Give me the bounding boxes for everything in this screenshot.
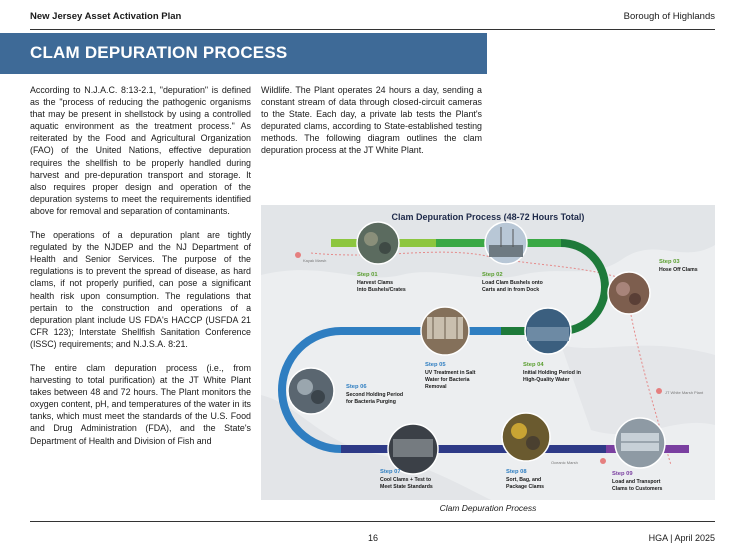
diagram-title: Clam Depuration Process (48-72 Hours Total) [391, 212, 585, 222]
step-03-text-1: Hose Off Clams [659, 267, 698, 273]
step-07-text-2: Meet State Standards [380, 484, 433, 490]
header-right: Borough of Highlands [623, 11, 715, 22]
step-09-text-1: Load and Transport [612, 479, 661, 485]
step-09-text-2: Clams to Customers [612, 486, 663, 492]
page-title: CLAM DEPURATION PROCESS [30, 43, 288, 62]
step-05-photo [421, 307, 469, 355]
step-02-photo [485, 222, 527, 264]
step-03-photo [608, 272, 650, 314]
step-01-text-1: Harvest Clams [357, 280, 394, 286]
map-label-kayak: Kayak Marsh [303, 258, 327, 263]
step-06-number: Step 06 [346, 384, 367, 390]
process-diagram [261, 205, 715, 500]
body-column-left [30, 84, 251, 459]
step-09-photo [615, 418, 665, 468]
step-01-photo [357, 222, 399, 264]
footer-rule [30, 521, 715, 522]
step-05-text-2: Water for Bacteria [425, 377, 470, 383]
paragraph-2: The operations of a depuration plant are tightly regulated by the NJDEP and the NJ Department of Health and Senior Services. The purpose of the regulations is to prevent the spread of disease, as hard clams, if not properly purified, can pose a significant health risk upon consumption. The regulations that pertain to the construction and operations of a depuration plant include US FDA's HACCP (USFDA 21 CFR 123); Interstate Shellfish Sanitation Conference (ISSC) requirements; and N.J.S.A. 8:21. [30, 230, 251, 349]
body-column-right [261, 84, 482, 169]
paragraph-1: According to N.J.A.C. 8:13-2.1, "depuration" is defined as the "process of reducing the pathogenic organisms that may be present in shellstock by using a controlled aquatic environment as the treatment process." As reiterated by the Food and Agricultural Organization (FAO) of the United Nations, effective depuration requires the shellfish to be properly handled during harvest and pre-depuration transport and storage. It also requires proper design and operation of the depuration systems to meet the requirements identified above for removal and separation of contaminants. [30, 85, 251, 216]
map-pin-icon [295, 252, 301, 258]
step-06-text-2: for Bacteria Purging [346, 399, 396, 405]
step-04-photo [525, 308, 571, 354]
step-01-number: Step 01 [357, 272, 378, 278]
step-04-text-1: Initial Holding Period in [523, 370, 581, 376]
step-02-number: Step 02 [482, 272, 503, 278]
step-02-text-2: Carts and in from Dock [482, 287, 540, 293]
step-09-number: Step 09 [612, 471, 633, 477]
step-06-photo [288, 368, 334, 414]
title-banner [0, 33, 487, 74]
step-04-number: Step 04 [523, 362, 544, 368]
map-label-plant: JT White Marsh Plant [665, 390, 704, 395]
header-left: New Jersey Asset Activation Plan [30, 11, 182, 22]
step-05-text-1: UV Treatment in Salt [425, 370, 476, 376]
step-08-photo [502, 413, 550, 461]
paragraph-3: The entire clam depuration process (i.e., from harvesting to total purification) at the JT White Plant takes between 48 and 72 hours. The Plant monitors the oxygen content, pH, and temperatures of the water in its tanks, which must meet the standards of the U.S. Food and Drug Administration (FDA), and the State's Department of Health and Division of Fish and [30, 362, 251, 446]
paragraph-4: Wildlife. The Plant operates 24 hours a day, sending a constant stream of data through closed-circuit cameras to the State. Each day, a private lab tests the Plant's depurated clams, according to State-established testing methods. The following diagram outlines the clam depuration process at the JT White Plant. [261, 85, 482, 156]
step-05-number: Step 05 [425, 362, 446, 368]
step-02-text-1: Load Clam Bushels onto [482, 280, 543, 286]
step-08-text-1: Sort, Bag, and [506, 477, 542, 483]
map-pin-icon [600, 458, 606, 464]
footer-right: HGA | April 2025 [648, 533, 715, 543]
step-06-text-1: Second Holding Period [346, 392, 404, 398]
map-label-oceanic: Oceanic Marsh [551, 460, 578, 465]
step-07-photo [388, 424, 438, 474]
step-03-number: Step 03 [659, 259, 680, 265]
step-08-text-2: Package Clams [506, 484, 545, 490]
step-07-number: Step 07 [380, 469, 401, 475]
step-07-text-1: Cool Clams + Test to [380, 477, 432, 483]
step-04-text-2: High-Quality Water [523, 377, 570, 383]
page-number: 16 [368, 533, 379, 543]
header-rule [30, 29, 715, 30]
step-08-number: Step 08 [506, 469, 527, 475]
step-01-text-2: Into Bushels/Crates [357, 287, 406, 293]
map-pin-icon [656, 388, 662, 394]
step-05-text-3: Removal [425, 384, 447, 390]
figure-caption: Clam Depuration Process [439, 503, 537, 513]
